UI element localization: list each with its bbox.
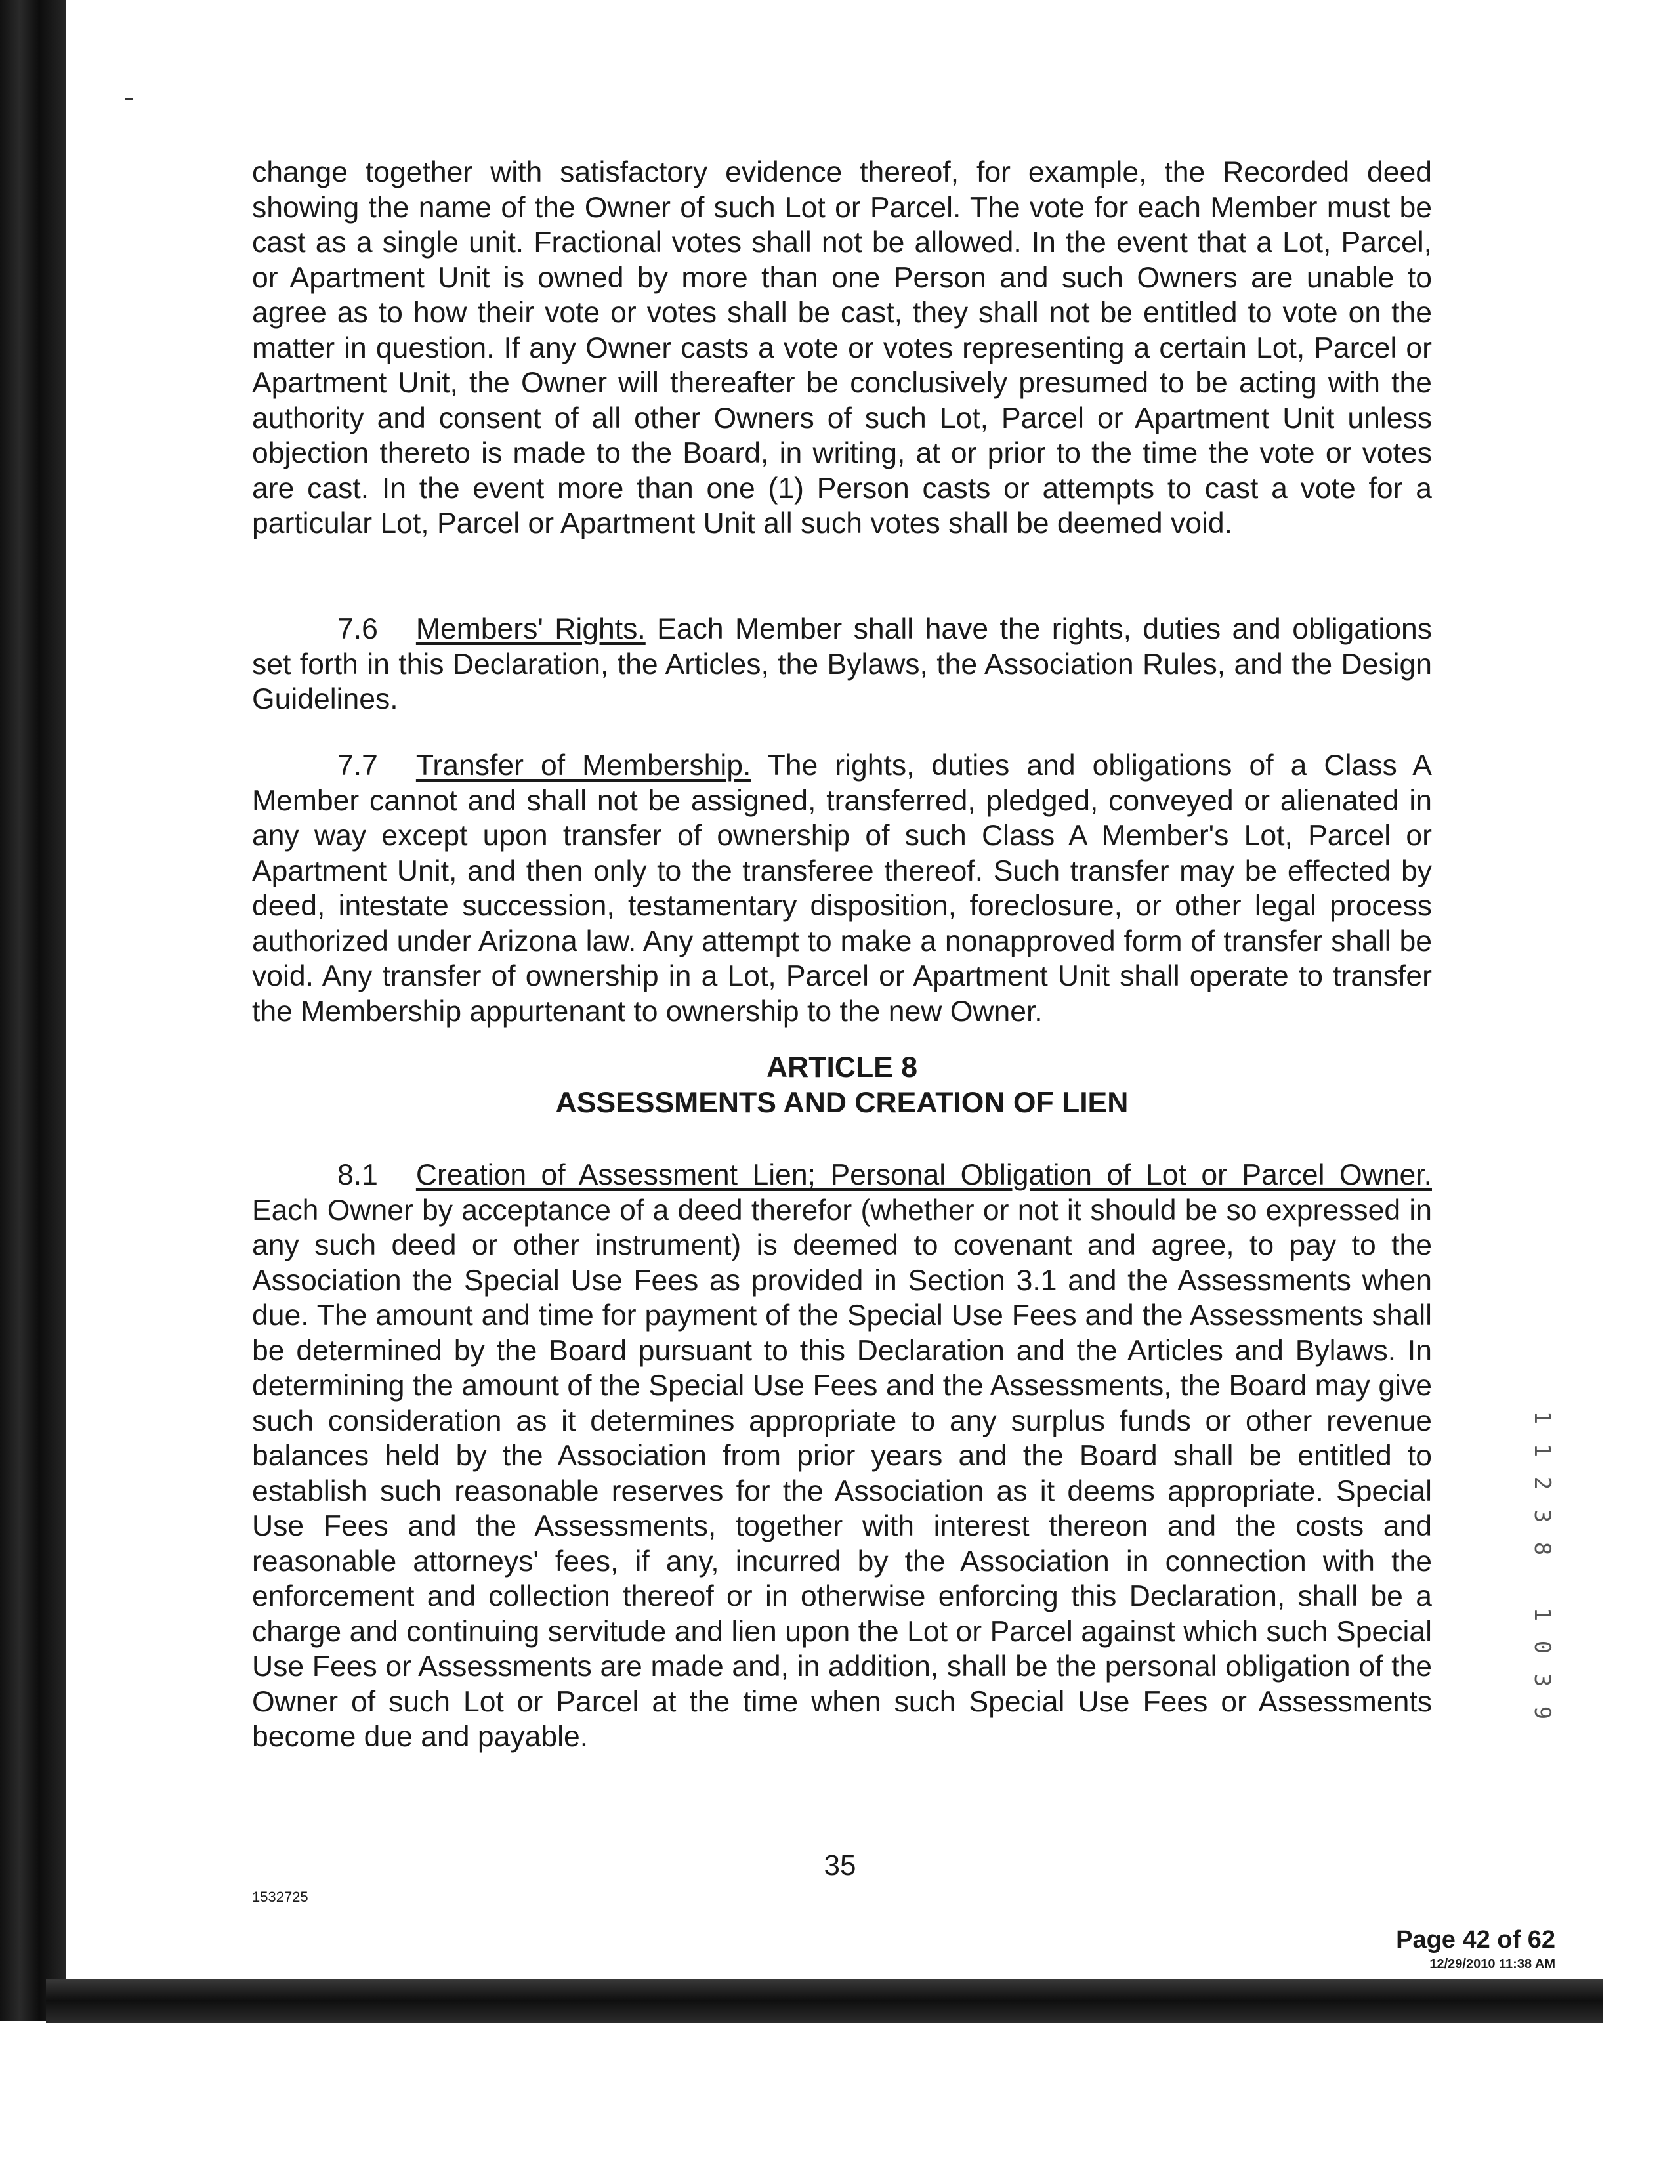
stamp-char: 3: [1529, 1673, 1555, 1687]
section-title: Transfer of Membership.: [415, 749, 751, 782]
stamp-char: 9: [1529, 1706, 1555, 1720]
section-number: 8.1: [337, 1159, 378, 1191]
stamp-char: 1: [1529, 1607, 1555, 1622]
section-title: Creation of Assessment Lien; Personal Obligation of Lot or Parcel Owner.: [415, 1159, 1432, 1191]
stamp-char: 1: [1529, 1443, 1555, 1458]
section-body: Each Member shall have the rights, duties and obligations set forth in this Declaration, the Articles, the Bylaws, the Association Rules, and the Design Guidelines.: [252, 613, 1432, 715]
section-8-1: [252, 1158, 1432, 1755]
article-title: ASSESSMENTS AND CREATION OF LIEN: [555, 1086, 1129, 1119]
stamp-char: 3: [1529, 1509, 1555, 1523]
section-title: Members' Rights.: [415, 613, 646, 645]
recording-timestamp: 12/29/2010 11:38 AM: [1429, 1957, 1555, 1971]
section-7-7: [252, 748, 1432, 1029]
side-recording-stamp: [1529, 1404, 1555, 1752]
stamp-char: 2: [1529, 1476, 1555, 1490]
stamp-char: 0: [1529, 1640, 1555, 1654]
article-label: ARTICLE 8: [766, 1051, 917, 1083]
section-number: 7.6: [337, 613, 378, 645]
document-id: 1532725: [252, 1889, 308, 1905]
article-heading: [252, 1050, 1432, 1120]
scan-bottom-edge-bar: [46, 1979, 1603, 2023]
section-body: Each Owner by acceptance of a deed therefor (whether or not it should be so expressed in any such deed or other instrument) is deemed to covenant and agree, to pay to the Association the Special Use Fees as provided in Section 3.1 and the Assessments when due. The amount and time for payment of the Special Use Fees and the Assessments shall be determined by the Board pursuant to this Declaration and the Articles and Bylaws. In determining the amount of the Special Use Fees and the Assessments, the Board may give such consideration as it determines appropriate to any surplus funds or other revenue balances held by the Association from prior years and the Board shall be entitled to establish such reasonable reserves for the Association as it deems appropriate. Special Use Fees and the Assessments, together with interest thereon and the costs and reasonable attorneys' fees, if any, incurred by the Association in connection with the enforcement and collection thereof or in otherwise enforcing this Declaration, shall be a charge and continuing servitude and lien upon the Lot or Parcel against which such Special Use Fees or Assessments are made and, in addition, shall be the personal obligation of the Owner of such Lot or Parcel at the time when such Special Use Fees or Assessments become due and payable.: [252, 1194, 1432, 1753]
section-7-6: [252, 612, 1432, 717]
scan-mark: [125, 98, 133, 100]
stamp-char: 1: [1529, 1410, 1555, 1425]
recording-page-count: Page 42 of 62: [1396, 1926, 1555, 1954]
stamp-char: 8: [1529, 1542, 1555, 1556]
paragraph-vote-casting: change together with satisfactory evidence thereof, for example, the Recorded deed showing the name of the Owner of such Lot or Parcel. The vote for each Member must be cast as a single unit. Fractional votes shall not be allowed. In the event that a Lot, Parcel, or Apartment Unit is owned by more than one Person and such Owners are unable to agree as to how their vote or votes shall be cast, they shall not be entitled to vote on the matter in question. If any Owner casts a vote or votes representing a certain Lot, Parcel or Apartment Unit, the Owner will thereafter be conclusively presumed to be acting with the authority and consent of all other Owners of such Lot, Parcel or Apartment Unit unless objection thereto is made to the Board, in writing, at or prior to the time the vote or votes are cast. In the event more than one (1) Person casts or attempts to cast a vote for a particular Lot, Parcel or Apartment Unit all such votes shall be deemed void.: [252, 156, 1432, 539]
scan-left-edge-bar: [0, 0, 66, 2021]
section-body: The rights, duties and obligations of a Class A Member cannot and shall not be assigned, transferred, pledged, conveyed or alienated in any way except upon transfer of ownership of such Class A Member's Lot, Parcel or Apartment Unit, and then only to the transferee thereof. Such transfer may be effected by deed, intestate succession, testamentary disposition, foreclosure, or other legal process authorized under Arizona law. Any attempt to make a nonapproved form of transfer shall be void. Any transfer of ownership in a Lot, Parcel or Apartment Unit shall operate to transfer the Membership appurtenant to ownership to the new Owner.: [252, 749, 1432, 1028]
page-number: 35: [824, 1849, 856, 1881]
section-number: 7.7: [337, 749, 378, 782]
